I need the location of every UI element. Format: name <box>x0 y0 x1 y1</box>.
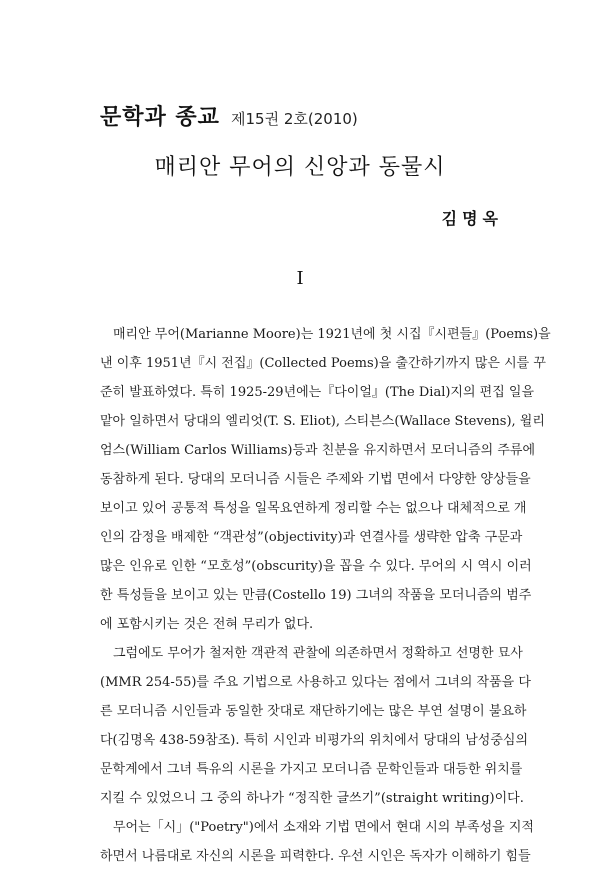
body-line: 무어는「시」("Poetry")에서 소재와 기법 면에서 현대 시의 부족성을 지적 <box>113 820 534 835</box>
body-line: 맡아 일하면서 당대의 엘리엇(T. S. Eliot), 스티븐스(Wallace Stevens), 윌리 <box>100 414 545 429</box>
body-line: 문학계에서 그녀 특유의 시론을 가지고 모더니즘 문학인들과 대등한 위치를 <box>100 762 523 777</box>
body-line: 많은 인유로 인한 “모호성”(obscurity)을 꼽을 수 있다. 무어의 시 역시 이러 <box>100 559 532 574</box>
body-line: 낸 이후 1951년『시 전집』(Collected Poems)을 출간하기까지 많은 시를 꾸 <box>100 356 546 371</box>
body-line: 른 모더니즘 시인들과 동일한 잣대로 재단하기에는 많은 부연 설명이 불요하 <box>100 704 527 719</box>
body-line: (MMR 254-55)를 주요 기법으로 사용하고 있다는 점에서 그녀의 작품을 다 <box>100 675 531 690</box>
journal-header <box>100 100 358 131</box>
body-line: 에 포함시키는 것은 전혀 무리가 없다. <box>100 617 314 632</box>
body-line: 지킬 수 있었으니 그 중의 하나가 “정직한 글쓰기”(straight writing)이다. <box>100 791 524 806</box>
body-line: 보이고 있어 공통적 특성을 일목요연하게 정리할 수는 없으나 대체적으로 개 <box>100 501 527 516</box>
body-line: 매리안 무어(Marianne Moore)는 1921년에 첫 시집『시편들』(Poems)을 <box>113 327 551 342</box>
body-line: 하면서 나름대로 자신의 시론을 피력한다. 우선 시인은 독자가 이해하기 힘들 <box>100 849 531 864</box>
volume-issue: 제15권 2호(2010) <box>231 110 358 128</box>
body-line: 동참하게 된다. 당대의 모더니즘 시들은 주제와 기법 면에서 다양한 양상들을 <box>100 472 531 487</box>
body-line: 다(김명옥 438-59참조). 특히 시인과 비평가의 위치에서 당대의 남성중심의 <box>100 733 529 748</box>
body-line: 그럼에도 무어가 철저한 객관적 관찰에 의존하면서 정확하고 선명한 묘사 <box>113 646 523 661</box>
journal-name: 문학과 종교 <box>100 105 220 130</box>
author-name: 김명옥 <box>441 209 503 228</box>
body-line: 엄스(William Carlos Williams)등과 친분을 유지하면서 모더니즘의 주류에 <box>100 443 536 458</box>
body-line: 한 특성들을 보이고 있는 만큼(Costello 19) 그녀의 작품을 모더니즘의 범주 <box>100 588 532 603</box>
article-body <box>100 320 551 871</box>
article-title: 매리안 무어의 신앙과 동물시 <box>154 155 446 180</box>
body-line: 인의 감정을 배제한 “객관성”(objectivity)과 연결사를 생략한 압축 구문과 <box>100 530 523 545</box>
section-number: I <box>296 268 304 289</box>
body-line: 준히 발표하였다. 특히 1925-29년에는『다이얼』(The Dial)지의 편집 일을 <box>100 385 535 400</box>
